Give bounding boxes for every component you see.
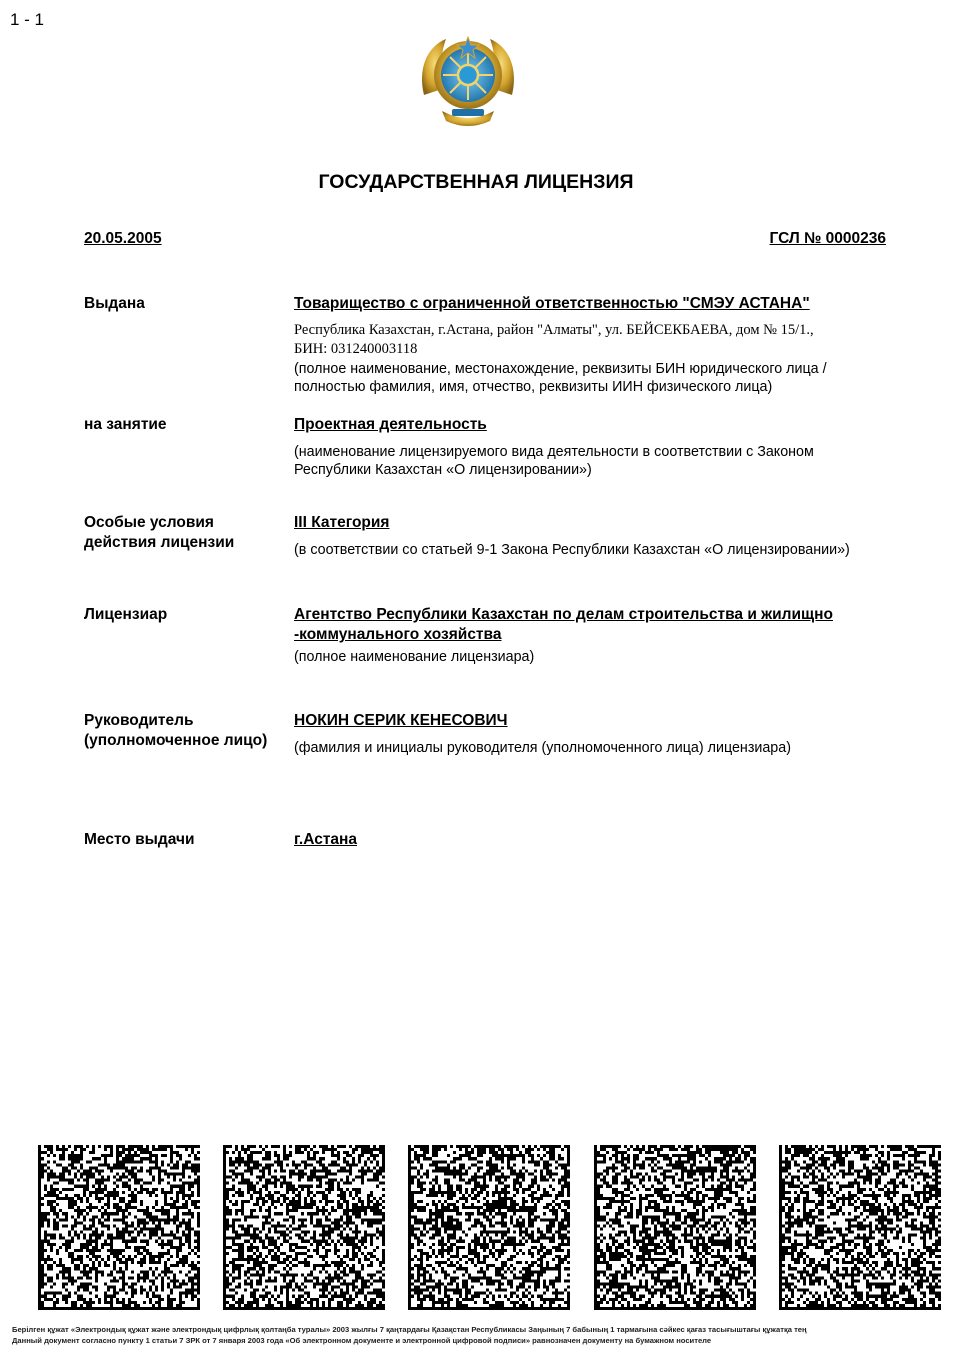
qr-code xyxy=(38,1145,200,1310)
special-conditions-label-line: Особые условия xyxy=(84,514,214,531)
footer-line-ru: Данный документ согласно пункту 1 статьи 7 ЗРК от 7 января 2003 года «Об электронном документе и электронной цифровой подписи» равнозначен документу на бумажном носителе xyxy=(12,1336,712,1345)
special-conditions-label xyxy=(84,513,234,553)
licensee-address-line: Республика Казахстан, г.Астана, район "Алматы", ул. БЕЙСЕКБАЕВА, дом № 15/1., xyxy=(294,322,814,338)
activity-value: Проектная деятельность xyxy=(294,416,487,433)
qr-code xyxy=(408,1145,570,1310)
head-label xyxy=(84,711,267,751)
qr-code-pattern xyxy=(38,1145,200,1310)
qr-code xyxy=(779,1145,941,1310)
activity-note: (наименование лицензируемого вида деятельности в соответствии с Законом Республики Казахстан «О лицензировании») xyxy=(294,444,814,478)
licensor-label: Лицензиар xyxy=(84,606,168,623)
license-number: ГСЛ № 0000236 xyxy=(769,230,886,247)
place-label: Место выдачи xyxy=(84,831,195,848)
document-title: ГОСУДАРСТВЕННАЯ ЛИЦЕНЗИЯ xyxy=(318,171,634,193)
special-conditions-label-line: действия лицензии xyxy=(84,534,235,551)
head-note: (фамилия и инициалы руководителя (уполномоченного лица) лицензиара) xyxy=(294,740,791,756)
licensor-note: (полное наименование лицензиара) xyxy=(294,649,535,665)
licensee-name: Товарищество с ограниченной ответственностью "СМЭУ АСТАНА" xyxy=(294,295,810,312)
qr-code-pattern xyxy=(594,1145,756,1310)
page-number: 1 - 1 xyxy=(10,10,45,29)
head-label-line: Руководитель xyxy=(84,712,194,729)
state-emblem xyxy=(416,25,520,133)
special-conditions-note: (в соответствии со статьей 9-1 Закона Республики Казахстан «О лицензировании») xyxy=(294,542,850,558)
head-value: НОКИН СЕРИК КЕНЕСОВИЧ xyxy=(294,712,508,729)
activity-label: на занятие xyxy=(84,416,167,433)
licensee-note: (полное наименование, местонахождение, реквизиты БИН юридического лица / полностью фамилия, имя, отчество, реквизиты ИИН физического лица) xyxy=(294,361,827,395)
licensee-address xyxy=(294,321,894,359)
license-date: 20.05.2005 xyxy=(84,230,162,247)
head-label-line: (уполномоченное лицо) xyxy=(84,732,268,749)
licensor-value: Агентство Республики Казахстан по делам строительства и жилищно -коммунального хозяйства xyxy=(294,606,833,643)
qr-code-pattern xyxy=(779,1145,941,1310)
qr-code xyxy=(594,1145,756,1310)
qr-code-pattern xyxy=(408,1145,570,1310)
state-emblem-icon xyxy=(416,25,520,133)
qr-code xyxy=(223,1145,385,1310)
place-value: г.Астана xyxy=(294,831,358,848)
footer-line-kz: Берілген құжат «Электрондық құжат және электрондық цифрлық қолтаңба туралы» 2003 жылғы 7 қаңтардағы Қазақстан Республикасы Заңының 7 бабының 1 тармағына сәйкес қағаз тасығыштағы құжатқа тең xyxy=(12,1325,807,1334)
issued-to-label: Выдана xyxy=(84,295,145,312)
licensee-bin: БИН: 031240003118 xyxy=(294,341,418,357)
qr-code-pattern xyxy=(223,1145,385,1310)
special-conditions-value: III Категория xyxy=(294,514,390,531)
